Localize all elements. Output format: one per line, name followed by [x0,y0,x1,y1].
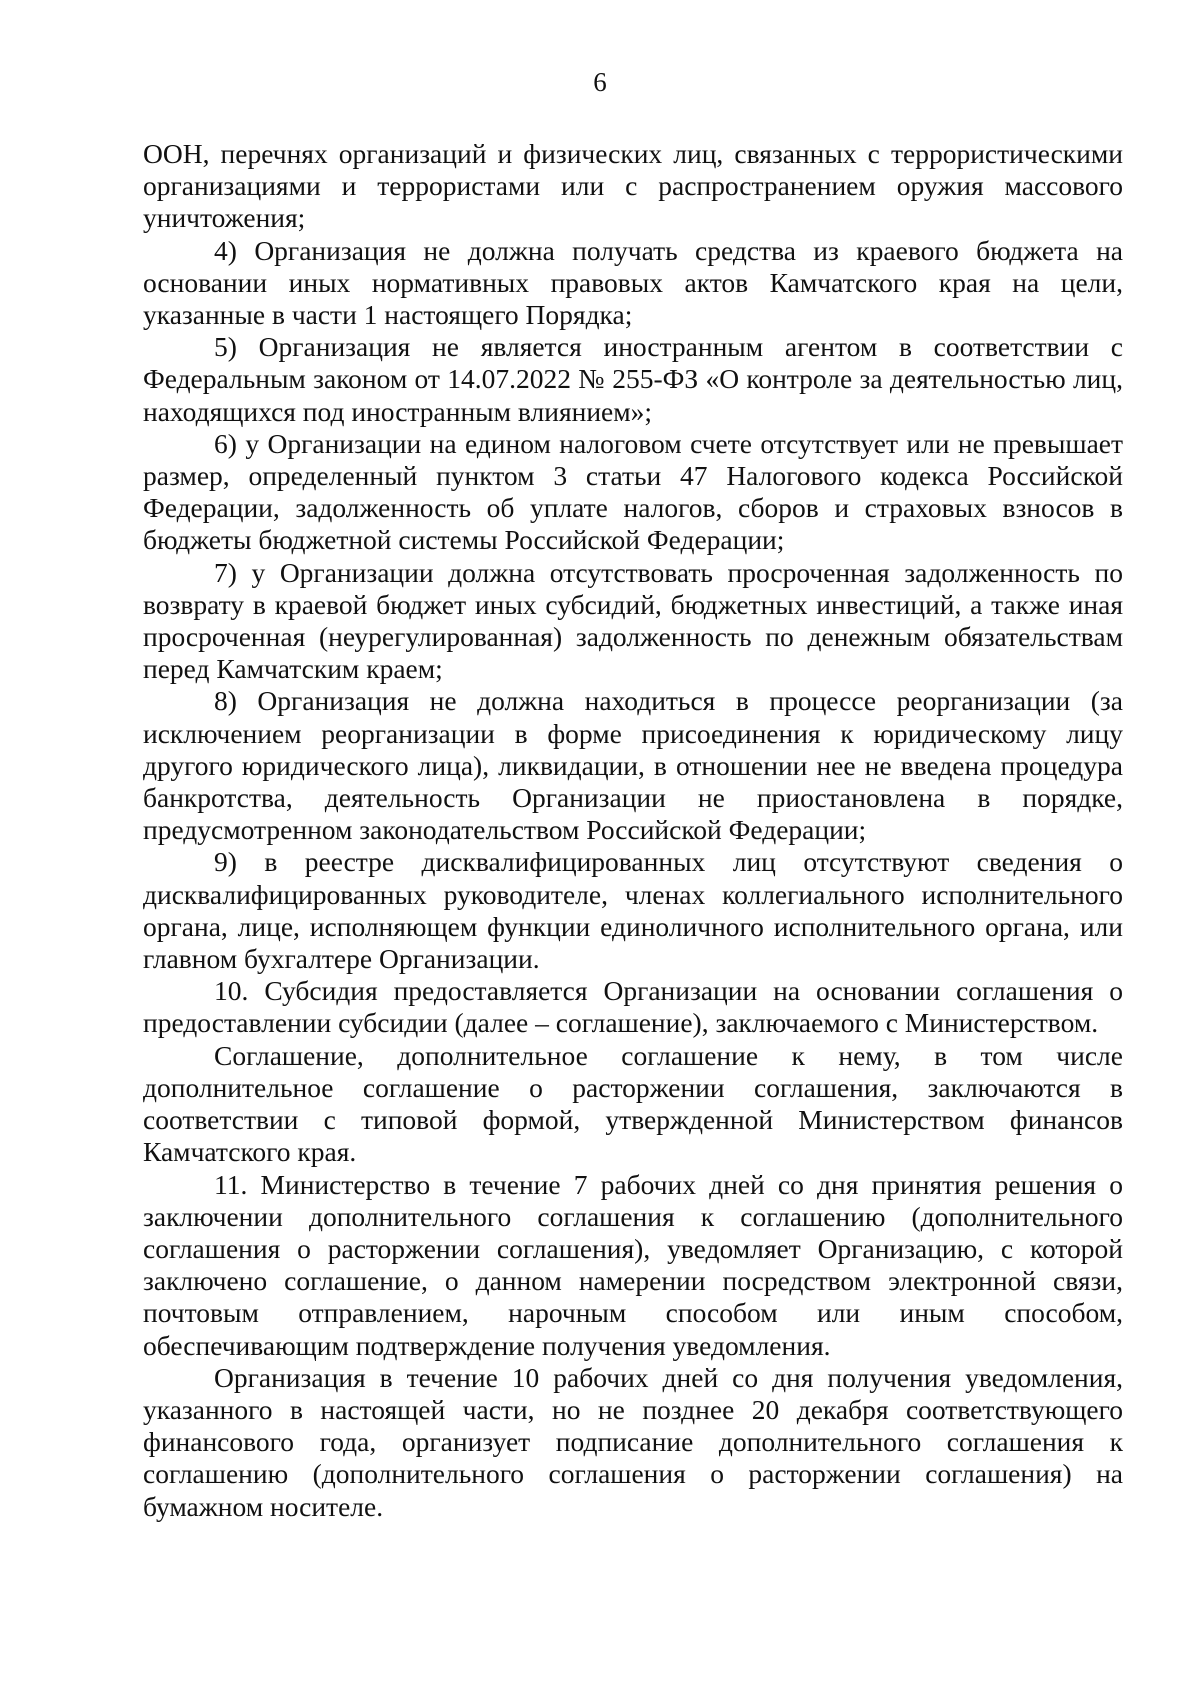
paragraph: 9) в реестре дисквалифицированных лиц отсутствуют сведения о дисквалифицированных руководителе, членах коллегиального исполнительного органа, лице, исполняющем функции единоличного исполнительного органа, или главном бухгалтере Организации. [143,846,1123,975]
paragraph: Организация в течение 10 рабочих дней со дня получения уведомления, указанного в настоящей части, но не позднее 20 декабря соответствующего финансового года, организует подписание дополнительного соглашения к соглашению (дополнительного соглашения о расторжении соглашения) на бумажном носителе. [143,1361,1123,1522]
document-body [143,138,1123,1523]
paragraph: 5) Организация не является иностранным агентом в соответствии с Федеральным законом от 14.07.2022 № 255-ФЗ «О контроле за деятельностью лиц, находящихся под иностранным влиянием»; [143,331,1123,427]
page-number: 6 [593,67,607,97]
paragraph: ООН, перечнях организаций и физических лиц, связанных с террористическими организациями и террористами или с распространением оружия массового уничтожения; [143,138,1123,234]
paragraph: 6) у Организации на едином налоговом счете отсутствует или не превышает размер, определенный пунктом 3 статьи 47 Налогового кодекса Российской Федерации, задолженность об уплате налогов, сборов и страховых взносов в бюджеты бюджетной системы Российской Федерации; [143,427,1123,556]
paragraph: 8) Организация не должна находиться в процессе реорганизации (за исключением реорганизации в форме присоединения к юридическому лицу другого юридического лица), ликвидации, в отношении нее не введена процедура банкротства, деятельность Организации не приостановлена в порядке, предусмотренном законодательством Российской Федерации; [143,685,1123,846]
paragraph: Соглашение, дополнительное соглашение к нему, в том числе дополнительное соглашение о расторжении соглашения, заключаются в соответствии с типовой формой, утвержденной Министерством финансов Камчатского края. [143,1039,1123,1168]
paragraph: 10. Субсидия предоставляется Организации на основании соглашения о предоставлении субсидии (далее – соглашение), заключаемого с Министерством. [143,975,1123,1039]
paragraph: 4) Организация не должна получать средства из краевого бюджета на основании иных нормативных правовых актов Камчатского края на цели, указанные в части 1 настоящего Порядка; [143,234,1123,331]
paragraph: 7) у Организации должна отсутствовать просроченная задолженность по возврату в краевой бюджет иных субсидий, бюджетных инвестиций, а также иная просроченная (неурегулированная) задолженность по денежным обязательствам перед Камчатским краем; [143,556,1123,685]
paragraph: 11. Министерство в течение 7 рабочих дней со дня принятия решения о заключении дополнительного соглашения к соглашению (дополнительного соглашения о расторжении соглашения), уведомляет Организацию, с которой заключено соглашение, о данном намерении посредством электронной связи, почтовым отправлением, нарочным способом или иным способом, обеспечивающим подтверждение получения уведомления. [143,1168,1123,1361]
